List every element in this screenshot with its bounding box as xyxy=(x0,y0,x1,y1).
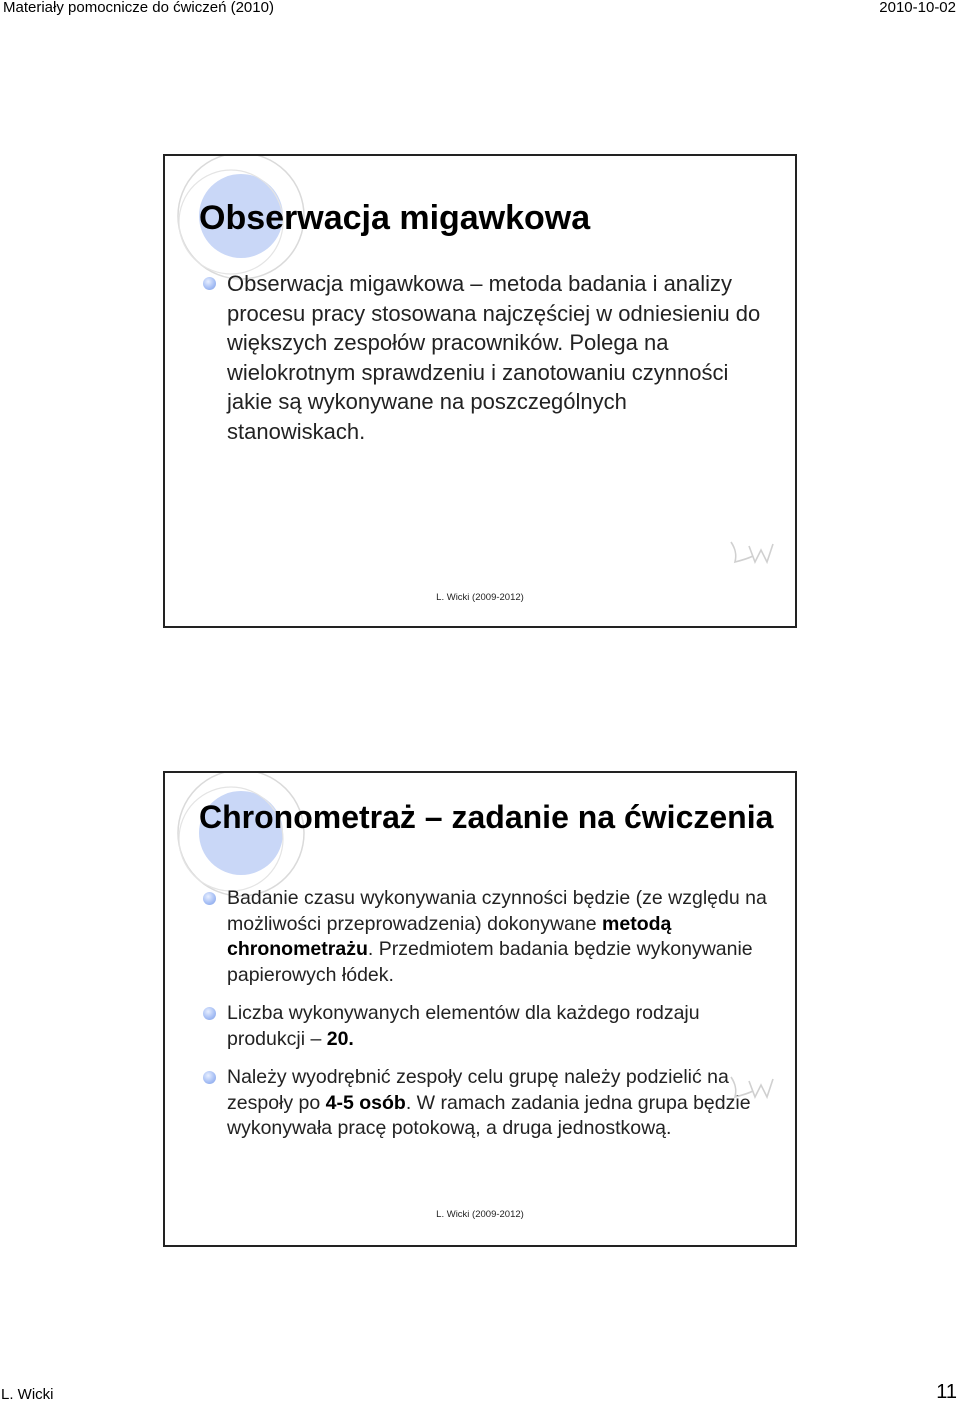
bullet-dot-icon xyxy=(203,1071,216,1084)
footer-author: L. Wicki xyxy=(1,1386,54,1403)
bullet-text: Obserwacja migawkowa – metoda badania i analizy procesu pracy stosowana najczęściej w odniesieniu do większych zespołów pracowników. Polega na wielokrotnym sprawdzeniu i zanotowaniu czynności jakie są wykonywane na poszczególnych stanowiskach. xyxy=(227,271,761,444)
header-left-text: Materiały pomocnicze do ćwiczeń (2010) xyxy=(3,0,274,16)
header-date: 2010-10-02 xyxy=(879,0,956,16)
list-item xyxy=(199,269,771,446)
list-item xyxy=(199,1065,771,1142)
signature-lw-icon xyxy=(725,534,777,570)
bullet-list xyxy=(199,886,771,1155)
signature-lw-icon xyxy=(725,1069,777,1105)
list-item xyxy=(199,1001,771,1052)
bullet-text: . W ramach zadania jedna grupa będzie wykonywała pracę potokową, a druga jednostkową. xyxy=(227,1091,751,1139)
bullet-text: Należy wyodrębnić zespoły celu grupę należy podzielić na zespoły po xyxy=(227,1066,729,1114)
slide-chronometraz xyxy=(163,771,797,1247)
bullet-bold-text: 4-5 osób xyxy=(325,1091,406,1114)
bullet-bold-text: metodą chronometrażu xyxy=(227,912,672,960)
bullet-text: . Przedmiotem badania będzie wykonywanie papierowych łódek. xyxy=(227,938,753,986)
bullet-dot-icon xyxy=(203,277,216,290)
slide-credit: L. Wicki (2009-2012) xyxy=(436,1209,524,1220)
slide-title: Chronometraż – zadanie na ćwiczenia xyxy=(199,799,774,835)
page-number: 11 xyxy=(936,1381,957,1403)
slide-title: Obserwacja migawkowa xyxy=(199,199,591,237)
bullet-text: Liczba wykonywanych elementów dla każdego rodzaju produkcji – xyxy=(227,1002,700,1050)
bullet-dot-icon xyxy=(203,1007,216,1020)
slide-obserwacja xyxy=(163,154,797,628)
bullet-list xyxy=(199,269,771,446)
bullet-dot-icon xyxy=(203,892,216,905)
bullet-text: Badanie czasu wykonywania czynności będzie (ze względu na możliwości przeprowadzenia) dokonywane xyxy=(227,887,767,935)
bullet-bold-text: 20. xyxy=(326,1027,354,1050)
list-item xyxy=(199,886,771,988)
slide-credit: L. Wicki (2009-2012) xyxy=(436,592,524,603)
